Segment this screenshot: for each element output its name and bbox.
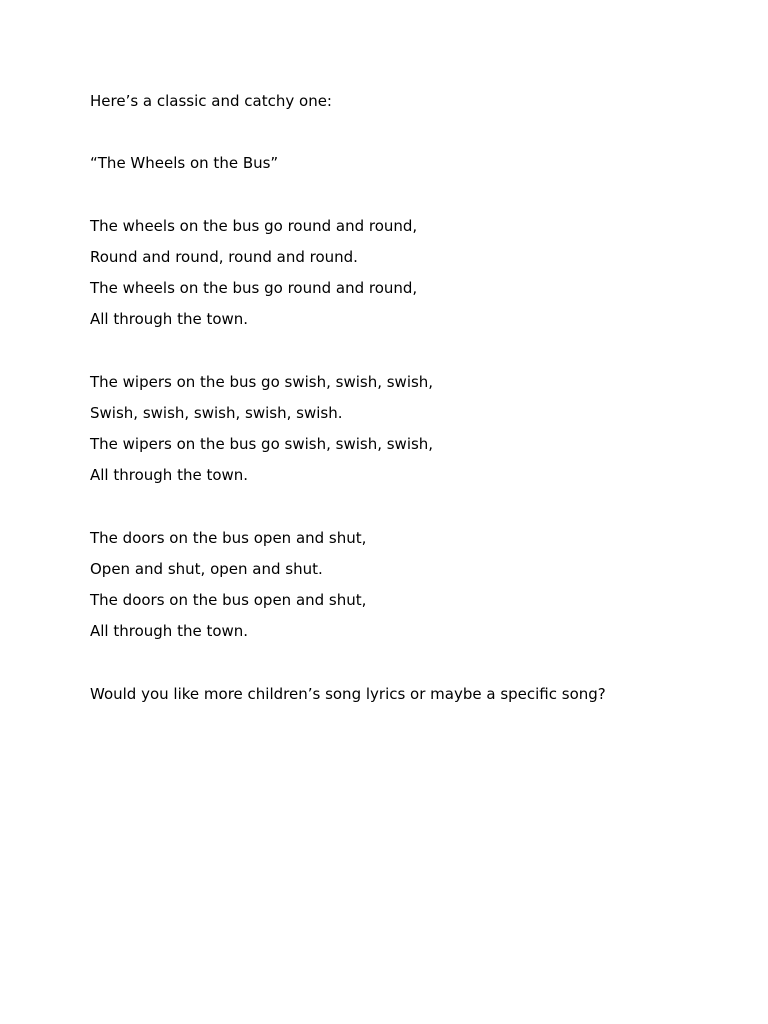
spacer: [90, 651, 768, 682]
lyric-line: Round and round, round and round.: [90, 247, 358, 266]
lyric-line: The wipers on the bus go swish, swish, swish,: [90, 435, 434, 454]
lyric-line: All through the town.: [90, 622, 249, 641]
spacer: [90, 340, 768, 371]
closing-question: Would you like more children’s song lyrics or maybe a specific song?: [90, 684, 606, 703]
song-title: “The Wheels on the Bus”: [90, 154, 279, 173]
spacer: [90, 184, 768, 215]
spacer: [90, 121, 768, 152]
lyric-line: The doors on the bus open and shut,: [90, 591, 367, 609]
lyric-line: Open and shut, open and shut.: [90, 559, 323, 578]
verse-1: [90, 215, 768, 340]
verse-2: [90, 371, 768, 496]
lyric-line: The doors on the bus open and shut,: [90, 528, 367, 547]
intro-text: Here’s a classic and catchy one:: [90, 92, 332, 110]
lyric-line: Swish, swish, swish, swish, swish.: [90, 403, 343, 422]
lyric-line: The wipers on the bus go swish, swish, swish,: [90, 372, 434, 391]
verse-3: [90, 527, 768, 652]
lyric-line: All through the town.: [90, 466, 249, 485]
lyric-line: The wheels on the bus go round and round,: [90, 279, 418, 298]
lyric-line: All through the town.: [90, 310, 249, 329]
spacer: [90, 495, 768, 526]
lyric-line: The wheels on the bus go round and round,: [90, 216, 418, 235]
